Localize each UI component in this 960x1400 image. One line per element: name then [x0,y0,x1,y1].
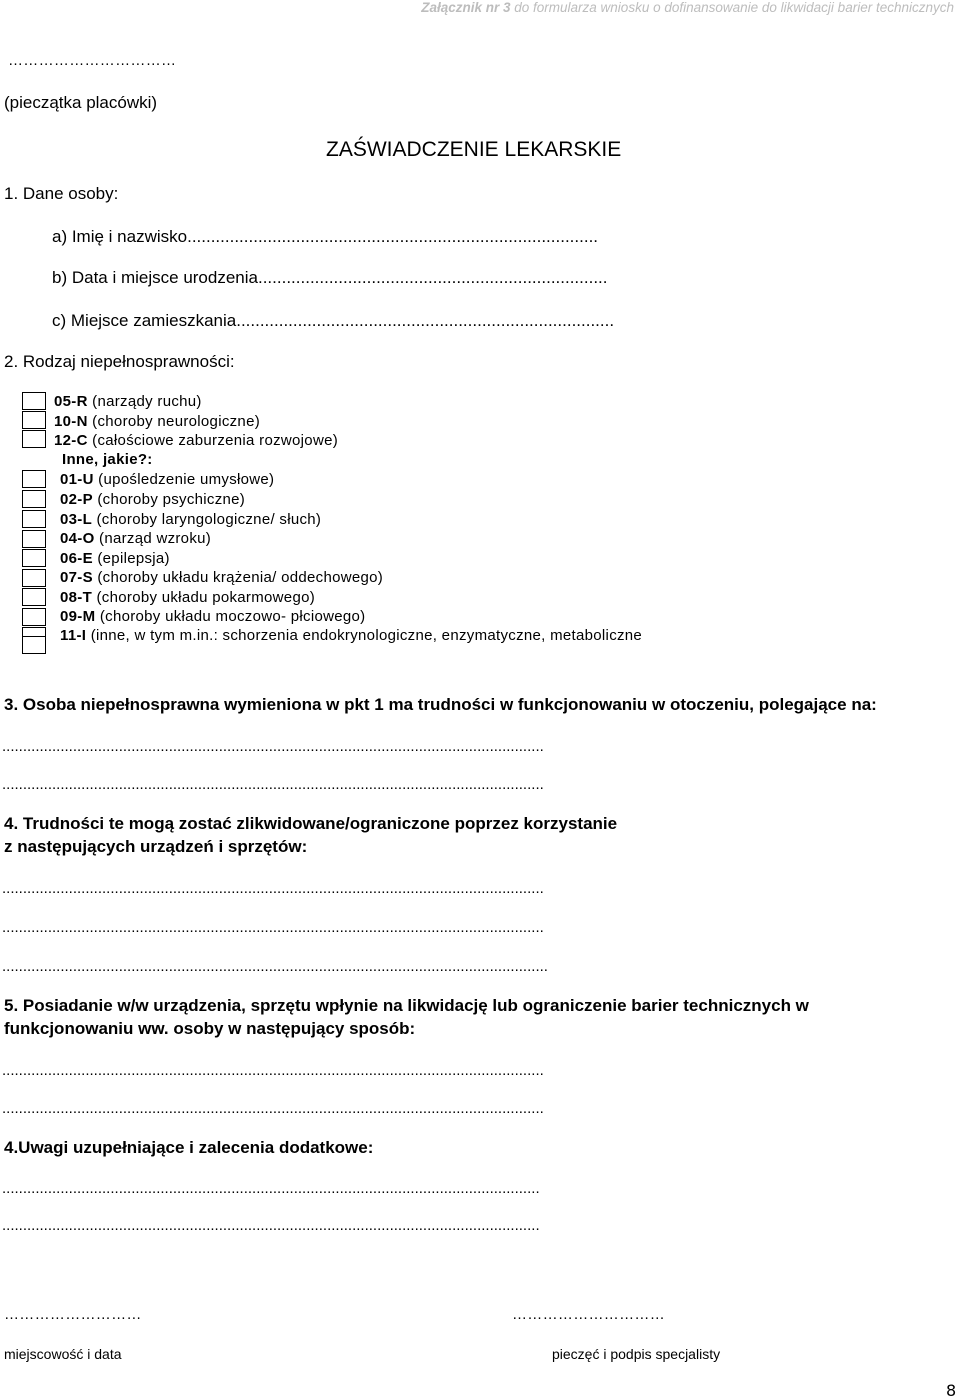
option-05r [54,393,202,410]
checkbox-11i-b[interactable] [22,636,46,654]
option-text: (epilepsja) [92,550,170,567]
option-code: 07-S [60,569,93,586]
option-text: (narząd wzroku) [94,530,212,547]
section5-line[interactable]: .................................................................................................................................. [2,1100,544,1117]
section4-line[interactable]: .................................................................................................................................. [2,880,544,897]
option-text: (choroby układu krążenia/ oddechowego) [92,569,384,586]
option-08t [60,589,315,606]
section6-line[interactable]: ................................................................................................................................. [2,1217,540,1234]
section4-line[interactable]: .................................................................................................................................. [2,919,544,936]
section3-line[interactable]: .................................................................................................................................. [2,738,544,755]
checkbox-03l[interactable] [22,510,46,528]
option-06e [60,550,170,567]
section4-heading-line1: 4. Trudności te mogą zostać zlikwidowane/ograniczone poprzez korzystanie [4,814,618,833]
checkbox-06e[interactable] [22,549,46,567]
option-09m [60,608,365,625]
section5-line[interactable]: .................................................................................................................................. [2,1062,544,1079]
option-code: 11-I [60,627,87,644]
option-text: (inne, w tym m.in.: schorzenia endokrynologiczne, enzymatyczne, metaboliczne [86,627,643,644]
option-11i [60,627,642,644]
option-code: 08-T [60,589,93,606]
stamp-label: (pieczątka placówki) [4,93,158,112]
option-text: (choroby neurologiczne) [87,413,261,430]
section3-heading: 3. Osoba niepełnosprawna wymieniona w pkt 1 ma trudności w funkcjonowaniu w otoczeniu, polegające na: [4,695,877,714]
document-header [421,0,954,15]
header-rest: do formularza wniosku o dofinansowanie do likwidacji barier technicznych [510,0,954,15]
option-code: 10-N [54,413,88,430]
option-code: 05-R [54,393,88,410]
option-text: (całościowe zaburzenia rozwojowe) [87,432,339,449]
option-04o [60,530,211,547]
option-text: (choroby układu moczowo- płciowego) [95,608,366,625]
checkbox-12c[interactable] [22,430,46,448]
page-number: 8 [946,1381,957,1400]
signature-right-dots: ………………………… [512,1306,665,1323]
option-text: (choroby psychiczne) [92,491,246,508]
option-01u [60,471,274,488]
option-02p [60,491,245,508]
option-10n [54,413,260,430]
option-code: 03-L [60,511,93,528]
checkbox-07s[interactable] [22,569,46,587]
checkbox-02p[interactable] [22,490,46,508]
section4-heading-line2: z następujących urządzeń i sprzętów: [4,837,308,856]
section4-line[interactable]: ................................................................................................................................... [2,958,548,975]
section3-line[interactable]: .................................................................................................................................. [2,776,544,793]
option-code: 01-U [60,471,94,488]
section5-heading-line2: funkcjonowaniu ww. osoby w następujący sposób: [4,1019,416,1038]
field-name[interactable]: a) Imię i nazwisko....................................................................................... [52,227,599,246]
option-code: 12-C [54,432,88,449]
option-code: 02-P [60,491,93,508]
option-code: 06-E [60,550,93,567]
signature-left-dots: ……………………… [4,1306,142,1323]
option-03l [60,511,321,528]
section6-heading: 4.Uwagi uzupełniające i zalecenia dodatkowe: [4,1138,374,1157]
option-text: (choroby układu pokarmowego) [92,589,316,606]
section5-heading-line1: 5. Posiadanie w/w urządzenia, sprzętu wpłynie na likwidację lub ograniczenie barier technicznych w [4,996,809,1015]
field-residence[interactable]: c) Miejsce zamieszkania................................................................................ [52,311,615,330]
checkbox-08t[interactable] [22,588,46,606]
section6-line[interactable]: ................................................................................................................................. [2,1180,540,1197]
signature-right-label: pieczęć i podpis specjalisty [552,1346,721,1362]
checkbox-09m[interactable] [22,608,46,626]
checkbox-01u[interactable] [22,470,46,488]
checkbox-05r[interactable] [22,392,46,410]
other-label: Inne, jakie?: [62,451,153,468]
checkbox-10n[interactable] [22,411,46,429]
stamp-dots: …………………………… [8,52,177,69]
option-12c [54,432,338,449]
option-text: (upośledzenie umysłowe) [93,471,275,488]
option-code: 04-O [60,530,95,547]
section2-heading: 2. Rodzaj niepełnosprawności: [4,352,235,371]
section1-heading: 1. Dane osoby: [4,184,119,203]
field-birth[interactable]: b) Data i miejsce urodzenia.......................................................................... [52,268,608,287]
page-title: ZAŚWIADCZENIE LEKARSKIE [326,138,622,161]
header-prefix: Załącznik nr 3 [421,0,511,15]
checkbox-04o[interactable] [22,530,46,548]
option-07s [60,569,383,586]
option-text: (narządy ruchu) [87,393,202,410]
option-text: (choroby laryngologiczne/ słuch) [92,511,322,528]
signature-left-label: miejscowość i data [4,1346,122,1362]
option-code: 09-M [60,608,96,625]
